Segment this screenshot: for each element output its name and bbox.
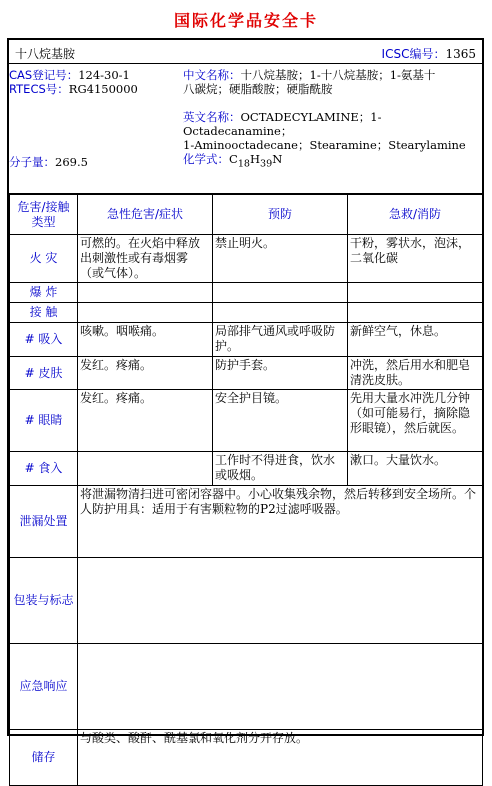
page-title: 国际化学品安全卡: [173, 11, 318, 30]
row-prevention: 工作时不得进食，饮水或吸烟。: [213, 452, 348, 486]
table-row: [10, 390, 483, 452]
mw-value: 269.5: [55, 155, 88, 169]
table-row: [10, 357, 483, 390]
row-hazard: 咳嗽。咽喉痛。: [78, 323, 213, 357]
header-prevention: 预防: [213, 195, 348, 235]
row-type: # 眼睛: [10, 390, 78, 452]
table-row: [10, 303, 483, 323]
section-row-packaging: [10, 558, 483, 644]
section-row-emergency: [10, 644, 483, 730]
row-firstaid: [348, 283, 483, 303]
header-firstaid: 急救/消防: [348, 195, 483, 235]
section-label: 储存: [10, 730, 78, 786]
row-firstaid: 先用大量水冲洗几分钟（如可能易行，摘除隐形眼镜），然后就医。: [348, 390, 483, 452]
cas-line: [9, 68, 181, 82]
mw-label: 分子量：: [9, 155, 55, 169]
identifiers-left: [9, 68, 181, 169]
card-frame: [7, 38, 484, 764]
mw-line: [9, 155, 88, 169]
rtecs-line: [9, 82, 181, 96]
section-text: [78, 558, 483, 644]
row-prevention: [213, 303, 348, 323]
section-text: [78, 644, 483, 730]
formula-c-sub: 18: [237, 158, 251, 170]
chemical-name: 十八烷基胺: [15, 47, 76, 61]
icsc-value: 1365: [445, 47, 476, 61]
row-hazard: 可燃的。在火焰中释放出刺激性或有毒烟雾（或气体）。: [78, 235, 213, 283]
cn-name-line2: 八碳烷；硬脂酸胺；硬脂酰胺: [183, 82, 333, 96]
section-row-storage: [10, 730, 483, 786]
row-prevention: 安全护目镜。: [213, 390, 348, 452]
en-name-value1: OCTADECYLAMINE；1-Octadecanamine；: [183, 110, 382, 138]
formula-label: 化学式：: [183, 152, 229, 166]
formula-line: [183, 152, 481, 171]
section-text: 与酸类、酸酐、酰基氯和氧化剂分开存放。: [78, 730, 483, 786]
row-type: # 吸入: [10, 323, 78, 357]
row-prevention: 禁止明火。: [213, 235, 348, 283]
row-hazard: [78, 303, 213, 323]
hazard-table: [9, 194, 483, 786]
row-firstaid: [348, 303, 483, 323]
card-header-row: [9, 40, 482, 64]
section-row-spill: [10, 486, 483, 558]
header-hazard: 急性危害/症状: [78, 195, 213, 235]
row-type: 接 触: [10, 303, 78, 323]
section-label: 应急响应: [10, 644, 78, 730]
icsc-label: ICSC编号：: [381, 47, 446, 61]
row-prevention: 防护手套。: [213, 357, 348, 390]
formula-h: H: [250, 152, 261, 166]
row-prevention: 局部排气通风或呼吸防护。: [213, 323, 348, 357]
row-firstaid: 新鲜空气，休息。: [348, 323, 483, 357]
rtecs-value: RG4150000: [68, 82, 138, 96]
row-firstaid: 干粉，雾状水，泡沫，二氧化碳: [348, 235, 483, 283]
table-row: [10, 283, 483, 303]
row-type: 爆 炸: [10, 283, 78, 303]
header-type: 危害/接触 类型: [10, 195, 78, 235]
identifiers-right: [183, 68, 481, 171]
en-name-line2: 1-Aminooctadecane；Stearamine；Stearylamine: [183, 138, 466, 152]
section-label: 包装与标志: [10, 558, 78, 644]
rtecs-label: RTECS号：: [9, 82, 69, 96]
row-type: # 皮肤: [10, 357, 78, 390]
row-hazard: [78, 283, 213, 303]
row-hazard: 发红。疼痛。: [78, 390, 213, 452]
section-label: 泄漏处置: [10, 486, 78, 558]
table-row: [10, 452, 483, 486]
cn-name-label: 中文名称：: [183, 68, 241, 82]
en-name-label: 英文名称：: [183, 110, 241, 124]
table-header-row: [10, 195, 483, 235]
cas-value: 124-30-1: [78, 68, 130, 82]
en-name-line1: [183, 110, 481, 138]
row-prevention: [213, 283, 348, 303]
icsc-number: [382, 45, 476, 62]
spacer: [183, 96, 481, 110]
row-firstaid: 漱口。大量饮水。: [348, 452, 483, 486]
table-row: [10, 323, 483, 357]
table-row: [10, 235, 483, 283]
section-text: 将泄漏物清扫进可密闭容器中。小心收集残余物，然后转移到安全场所。个人防护用具：适用于有害颗粒物的P2过滤呼吸器。: [78, 486, 483, 558]
identifiers-block: [9, 64, 482, 194]
row-hazard: 发红。疼痛。: [78, 357, 213, 390]
row-firstaid: 冲洗，然后用水和肥皂清洗皮肤。: [348, 357, 483, 390]
row-type: # 食入: [10, 452, 78, 486]
row-hazard: [78, 452, 213, 486]
row-type: 火 灾: [10, 235, 78, 283]
cn-name-value1: 十八烷基胺；1-十八烷基胺；1-氨基十: [240, 68, 436, 82]
formula-c: C: [229, 152, 238, 166]
cas-label: CAS登记号：: [9, 68, 79, 82]
cn-name-line1: [183, 68, 481, 82]
formula-h-sub: 39: [260, 158, 273, 170]
formula-n: N: [272, 152, 283, 166]
